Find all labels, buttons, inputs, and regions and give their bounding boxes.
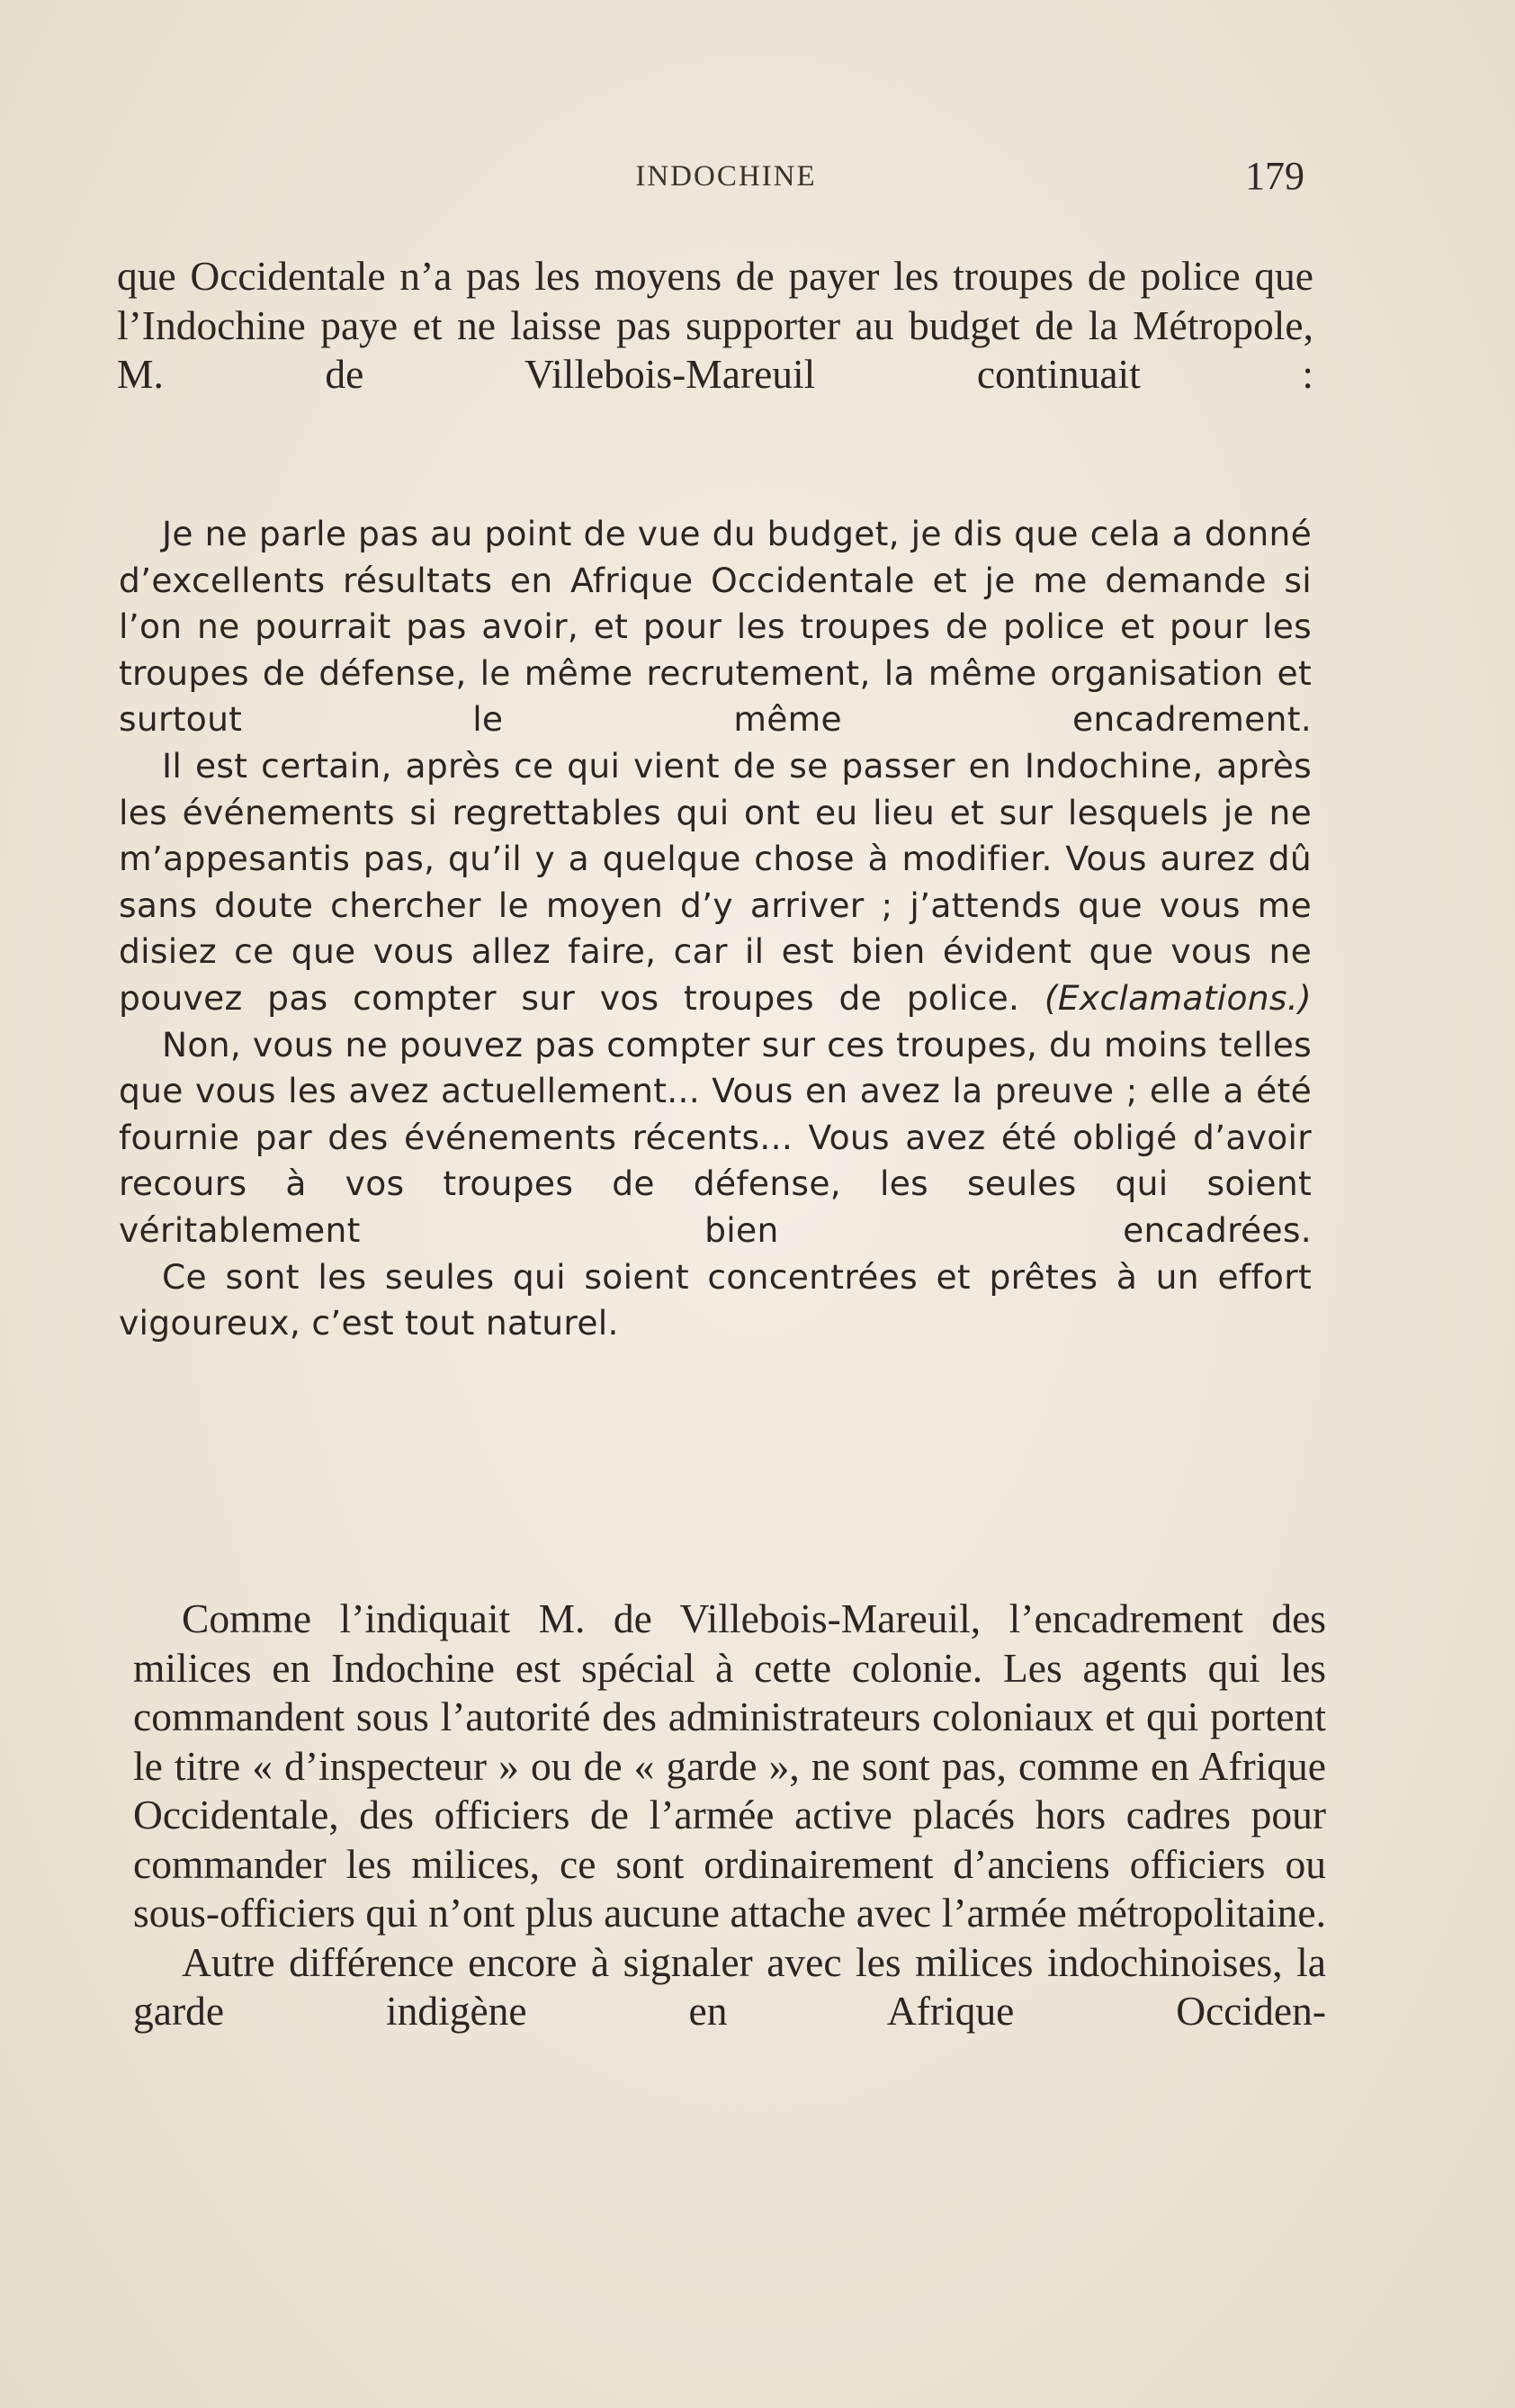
quote-paragraph-4: Ce sont les seules qui soient concentrées et prêtes à un effort vigoureux, c’est tout naturel. — [119, 1256, 1312, 1343]
quoted-speech — [119, 511, 1312, 1347]
intro-paragraph-block — [117, 252, 1313, 400]
quote-exclamations: (Exclamations.) — [1044, 977, 1312, 1018]
page-number: 179 — [1245, 154, 1304, 198]
intro-paragraph: que Occidentale n’a pas les moyens de payer les troupes de police que l’Indochine paye et ne laisse pas supporter au budget de la Métropole, M. de Villebois-Mareuil continuait : — [117, 253, 1313, 397]
quote-paragraph-2 — [119, 743, 1312, 1022]
quote-paragraph-1: Je ne parle pas au point de vue du budget, je dis que cela a donné d’excellents résultats en Afrique Occidentale et je me demande si l’on ne pourrait pas avoir, et pour les troupes de police et pour les troupes de défense, le même recrutement, la même organisation et surtout le même encadrement. — [119, 514, 1312, 740]
commentary-paragraph-2: Autre différence encore à signaler avec les milices indochinoises, la garde indigène en Afrique Occiden- — [133, 1938, 1326, 2034]
commentary-block — [133, 1595, 1326, 2036]
commentary-paragraph-1: Comme l’indiquait M. de Villebois-Mareuil, l’encadrement des milices en Indochine est spécial à cette colonie. Les agents qui les commandent sous l’autorité des administrateurs coloniaux et qui portent le titre « d’inspecteur » ou de « garde », ne sont pas, comme en Afrique Occidentale, des officiers de l’armée active placés hors cadres pour commander les milices, ce sont ordinairement d’anciens officiers ou sous-officiers qui n’ont plus aucune attache avec l’armée métropolitaine. — [133, 1595, 1326, 1936]
running-header — [128, 153, 1324, 207]
running-title: INDOCHINE — [635, 160, 817, 193]
quote-paragraph-2-text: Il est certain, après ce qui vient de se passer en Indochine, après les événements si regrettables qui ont eu lieu et sur lesquels je ne m’appesantis pas, qu’il y a quelque chose à modifier. Vous aurez dû sans doute chercher le moyen d’y arriver ; j’attends que vous me disiez ce que vous allez faire, car il est bien évident que vous ne pouvez pas compter sur vos troupes de police. — [119, 745, 1312, 1018]
quote-paragraph-3: Non, vous ne pouvez pas compter sur ces troupes, du moins telles que vous les avez actuellement... Vous en avez la preuve ; elle a été fournie par des événements récents... Vous avez été obligé d’avoir recours à vos troupes de défense, les seules qui soient véritablement bien encadrées. — [119, 1024, 1312, 1250]
